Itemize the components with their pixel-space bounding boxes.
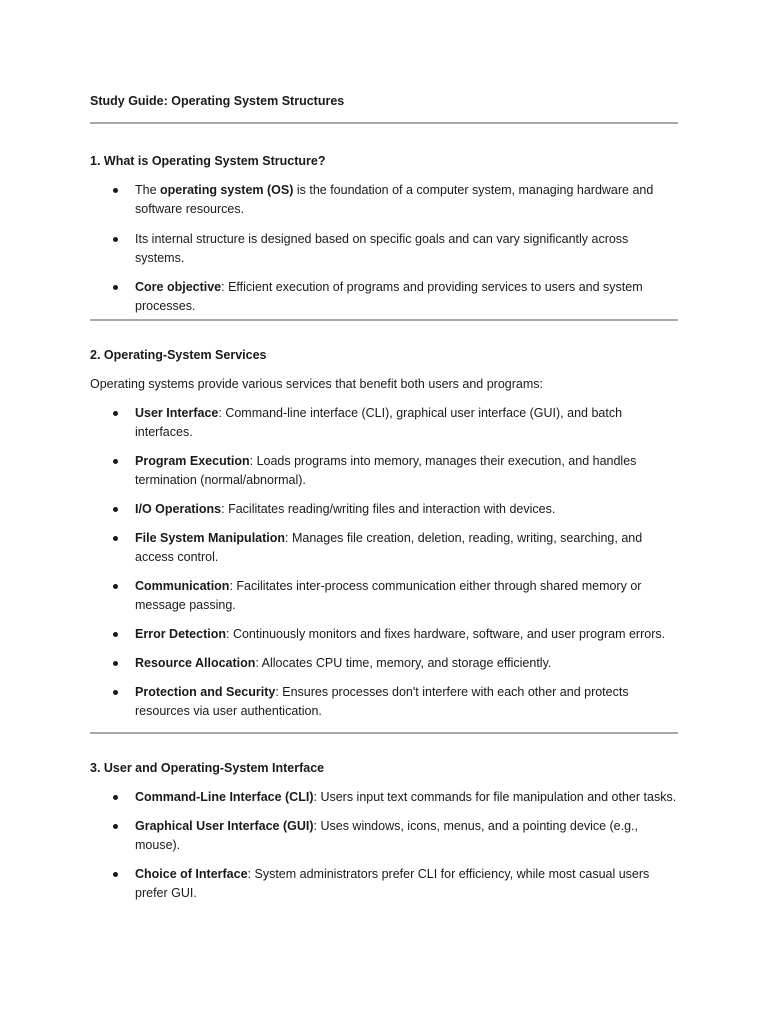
document-page bbox=[90, 92, 678, 903]
bullet-icon bbox=[113, 795, 118, 800]
bullet-icon bbox=[113, 507, 118, 512]
bullet-icon bbox=[113, 690, 118, 695]
bullet-icon bbox=[113, 661, 118, 666]
bullet-icon bbox=[113, 285, 118, 290]
bullet-icon bbox=[113, 188, 118, 193]
bullet-icon bbox=[113, 584, 118, 589]
section-heading: 3. User and Operating-System Interface bbox=[90, 761, 325, 775]
list-item: Program Execution: Loads programs into memory, manages their execution, and handles termination (normal/abnormal). bbox=[90, 452, 678, 490]
section-what-is-os-structure bbox=[90, 152, 678, 316]
section-intro: Operating systems provide various services that benefit both users and programs: bbox=[90, 377, 543, 391]
list-item: Communication: Facilitates inter-process communication either through shared memory or message passing. bbox=[90, 577, 678, 615]
section-heading: 1. What is Operating System Structure? bbox=[90, 154, 326, 168]
list-item: Graphical User Interface (GUI): Uses windows, icons, menus, and a pointing device (e.g., mouse). bbox=[90, 817, 678, 855]
bullet-icon bbox=[113, 411, 118, 416]
list-item: Its internal structure is designed based on specific goals and can vary significantly across systems. bbox=[90, 230, 678, 268]
section-os-services bbox=[90, 346, 678, 721]
bullet-icon bbox=[113, 872, 118, 877]
bullet-list bbox=[90, 404, 678, 721]
list-item: File System Manipulation: Manages file creation, deletion, reading, writing, searching, and access control. bbox=[90, 529, 678, 567]
bullet-icon bbox=[113, 536, 118, 541]
bullet-icon bbox=[113, 237, 118, 242]
section-user-os-interface bbox=[90, 759, 678, 903]
section-divider bbox=[90, 732, 678, 734]
bullet-icon bbox=[113, 632, 118, 637]
bullet-icon bbox=[113, 824, 118, 829]
bullet-list bbox=[90, 788, 678, 903]
list-item: Choice of Interface: System administrators prefer CLI for efficiency, while most casual users prefer GUI. bbox=[90, 865, 678, 903]
list-item: Core objective: Efficient execution of programs and providing services to users and system processes. bbox=[90, 278, 678, 316]
list-item: User Interface: Command-line interface (CLI), graphical user interface (GUI), and batch interfaces. bbox=[90, 404, 678, 442]
section-divider bbox=[90, 319, 678, 321]
title-divider bbox=[90, 122, 678, 124]
list-item: The operating system (OS) is the foundation of a computer system, managing hardware and software resources. bbox=[90, 181, 678, 219]
section-heading: 2. Operating-System Services bbox=[90, 348, 267, 362]
list-item: Error Detection: Continuously monitors and fixes hardware, software, and user program errors. bbox=[90, 625, 678, 644]
list-item: Command-Line Interface (CLI): Users input text commands for file manipulation and other tasks. bbox=[90, 788, 678, 807]
bullet-list bbox=[90, 181, 678, 316]
list-item: Protection and Security: Ensures processes don't interfere with each other and protects resources via user authentication. bbox=[90, 683, 678, 721]
list-item: Resource Allocation: Allocates CPU time, memory, and storage efficiently. bbox=[90, 654, 678, 673]
document-title: Study Guide: Operating System Structures bbox=[90, 94, 345, 108]
bullet-icon bbox=[113, 459, 118, 464]
list-item: I/O Operations: Facilitates reading/writing files and interaction with devices. bbox=[90, 500, 678, 519]
